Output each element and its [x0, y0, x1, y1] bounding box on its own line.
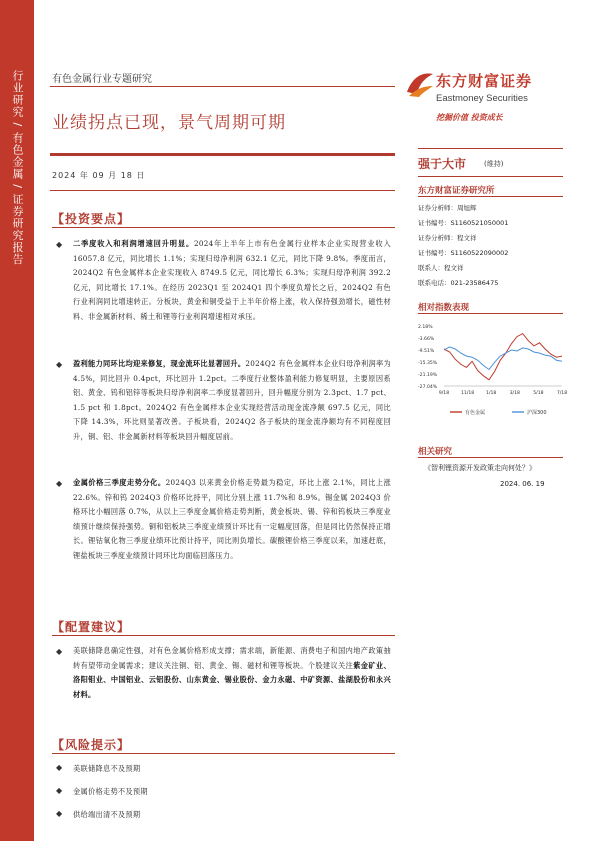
eastmoney-logo-icon — [405, 70, 435, 98]
bullet-icon: ◆ — [56, 360, 63, 369]
rating-value: 强于大市 — [418, 157, 467, 171]
y-tick-label: -15.35% — [418, 361, 438, 366]
rating-note: (维持) — [484, 160, 504, 168]
bullet-icon: ◆ — [56, 647, 63, 656]
investment-heading: 【投资要点】 — [52, 212, 131, 226]
bullet-icon: ◆ — [56, 240, 63, 249]
risk-heading: 【风险提示】 — [52, 738, 131, 752]
series-line-csi300 — [444, 347, 562, 370]
legend-label: 沪深300 — [527, 410, 547, 416]
chart-section-rule — [418, 313, 563, 314]
related-report-date: 2024. 06. 19 — [500, 480, 545, 488]
point-lead: 二季度收入和利润增速回升明显。 — [73, 239, 195, 248]
y-tick-label: -9.51% — [418, 349, 435, 354]
y-tick-label: -27.04% — [418, 385, 438, 390]
related-rule — [418, 457, 563, 458]
config-stocks: 紫金矿业、洛阳钼业、中国铝业、云铝股份、山东黄金、锡业股份、金力永磁、中矿资源、盐湖股份和永兴材料。 — [73, 660, 391, 699]
y-tick-label: -3.66% — [418, 337, 435, 342]
risk-item: 美联储降息不及预期 — [73, 764, 141, 773]
institute-rule — [418, 196, 563, 197]
series-line-nonferrous — [444, 334, 562, 380]
analyst-line: 证书编号：S1160521050001 — [418, 219, 509, 227]
relative-index-chart — [416, 318, 566, 428]
point-text: 2024Q2 有色金属样本企业归母净利润率为 4.5%，同比回升 0.4pct，环比回升 1.2pct。二季度行业整体盈利能力修复明显，主要原因系铝、黄金、钨和铝锌等板块归母净利润率二季度显著回升，回升幅度分别为 2.3pct、1.7 pct、1.5 pct 和 1.8pct。2024Q2 有色金属样本企业实现经营活动现金流净额 697.5 亿元，同比下降 14.3%，环比则显著改善。子板块看，2024Q2 各子板块的现金流净额均有不同程度回升，铜、铝、非金属新材料等板块回升幅度居前。 — [73, 359, 391, 441]
point-lead: 金属价格三季度走势分化。 — [73, 478, 166, 487]
chart-section-heading: 相对指数表现 — [418, 303, 470, 313]
header-rule — [50, 86, 395, 87]
config-text — [73, 644, 391, 702]
related-report-title: 《智利锂资源开发政策走向何处？》 — [424, 464, 536, 472]
brand-slogan: 挖掘价值 投资成长 — [436, 113, 503, 122]
bullet-icon: ◆ — [56, 786, 63, 795]
bullet-icon: ◆ — [56, 479, 63, 488]
sidebar-label: 行业研究 / 有色金属 / 证券研究报告 — [11, 70, 24, 266]
investment-point-1 — [73, 237, 391, 324]
x-tick-label: 3/18 — [509, 391, 520, 396]
point-text: 2024Q3 以来黄金价格走势最为稳定，环比上涨 2.1%，同比上涨 22.6%。锌和钨 2024Q3 价格环比持平，同比分别上涨 11.7%和 8.9%。锡金属 2024Q3 价格环比小幅回落 0.7%，从以上三季度金属价格走势判断，黄金板块、锡、锌和钨板块三季度业绩预计继续保持强势。铜和铝板块三季度业绩预计环比有一定幅度回落，但是同比仍然保持正增长。锂钴氧化物三季度业绩环比预计持平，同比则负增长。碳酸锂价格三季度以来，加速赶底，锂盐板块三季度业绩预计同环比均面临回落压力。 — [73, 478, 391, 560]
point-text: 2024年上半年上市有色金属行业样本企业实现营业收入 16057.8 亿元，同比增长 1.1%；实现归母净利润 632.1 亿元，同比下降 9.8%。季度而言，2024Q2 有色金属样本企业实现收入 8749.5 亿元，同比增长 6.3%；实现归母净利润 392.2 亿元，同比增长 17.1%。在经历 2023Q1 至 2024Q1 四个季度负增长之后，2024Q2 有色行业利润同比增速转正。分板块，黄金和铜受益于上半年价格上涨，收入保持强劲增长，磁性材料、非金属新材料、稀土和锂等行业利润增速相对承压。 — [73, 239, 391, 321]
investment-point-3 — [73, 476, 391, 563]
related-heading: 相关研究 — [418, 447, 453, 457]
analyst-line: 联系电话：021-23586475 — [418, 279, 499, 287]
risk-item: 金属价格走势不及预期 — [73, 787, 148, 796]
x-tick-label: 11/18 — [460, 391, 475, 396]
rating-rule-bottom — [418, 176, 563, 177]
investment-point-2 — [73, 357, 391, 444]
config-body: 美联储降息确定性强，对有色金属价格形成支撑；需求端，新能源、消费电子和国内地产政策抽转有望带动金属需求；建议关注铜、铝、黄金、锡、磁材和锂等板块。个股建议关注 — [73, 646, 391, 670]
bullet-icon: ◆ — [56, 763, 63, 772]
x-tick-label: 5/18 — [533, 391, 544, 396]
config-heading-rule — [52, 635, 395, 636]
brand-name-en: Eastmoney Securities — [436, 93, 528, 104]
risk-heading-rule — [52, 753, 395, 754]
x-tick-label: 1/18 — [486, 391, 497, 396]
report-date: 2024 年 09 月 18 日 — [52, 171, 146, 180]
investment-heading-rule — [52, 227, 395, 228]
analyst-line: 证书编号：S1160522090002 — [418, 249, 509, 257]
risk-item: 供给端出清不及预期 — [73, 810, 141, 819]
x-tick-label: 9/18 — [438, 391, 450, 396]
x-tick-label: 7/18 — [556, 391, 568, 396]
analyst-line: 证券分析师：周旭辉 — [418, 204, 477, 212]
page-title: 业绩拐点已现，景气周期可期 — [52, 113, 286, 133]
institute-name: 东方财富证券研究所 — [418, 186, 495, 196]
date-rule — [50, 190, 395, 191]
bullet-icon: ◆ — [56, 809, 63, 818]
point-lead: 盈利能力同环比均迎来修复，现金流环比显著回升。 — [73, 359, 246, 368]
analyst-line: 联系人：程文祥 — [418, 264, 464, 272]
y-tick-label: 2.18% — [418, 325, 433, 330]
sidebar-band — [0, 0, 34, 841]
analyst-line: 证券分析师：程文祥 — [418, 234, 477, 242]
legend-label: 有色金属 — [465, 410, 486, 416]
title-rule — [50, 153, 395, 156]
y-tick-label: -21.19% — [418, 373, 438, 378]
brand-name-cn: 东方财富证券 — [436, 72, 533, 90]
rating-rule-top — [418, 148, 563, 149]
industry-label: 有色金属行业专题研究 — [52, 74, 152, 85]
config-heading: 【配置建议】 — [52, 620, 131, 634]
